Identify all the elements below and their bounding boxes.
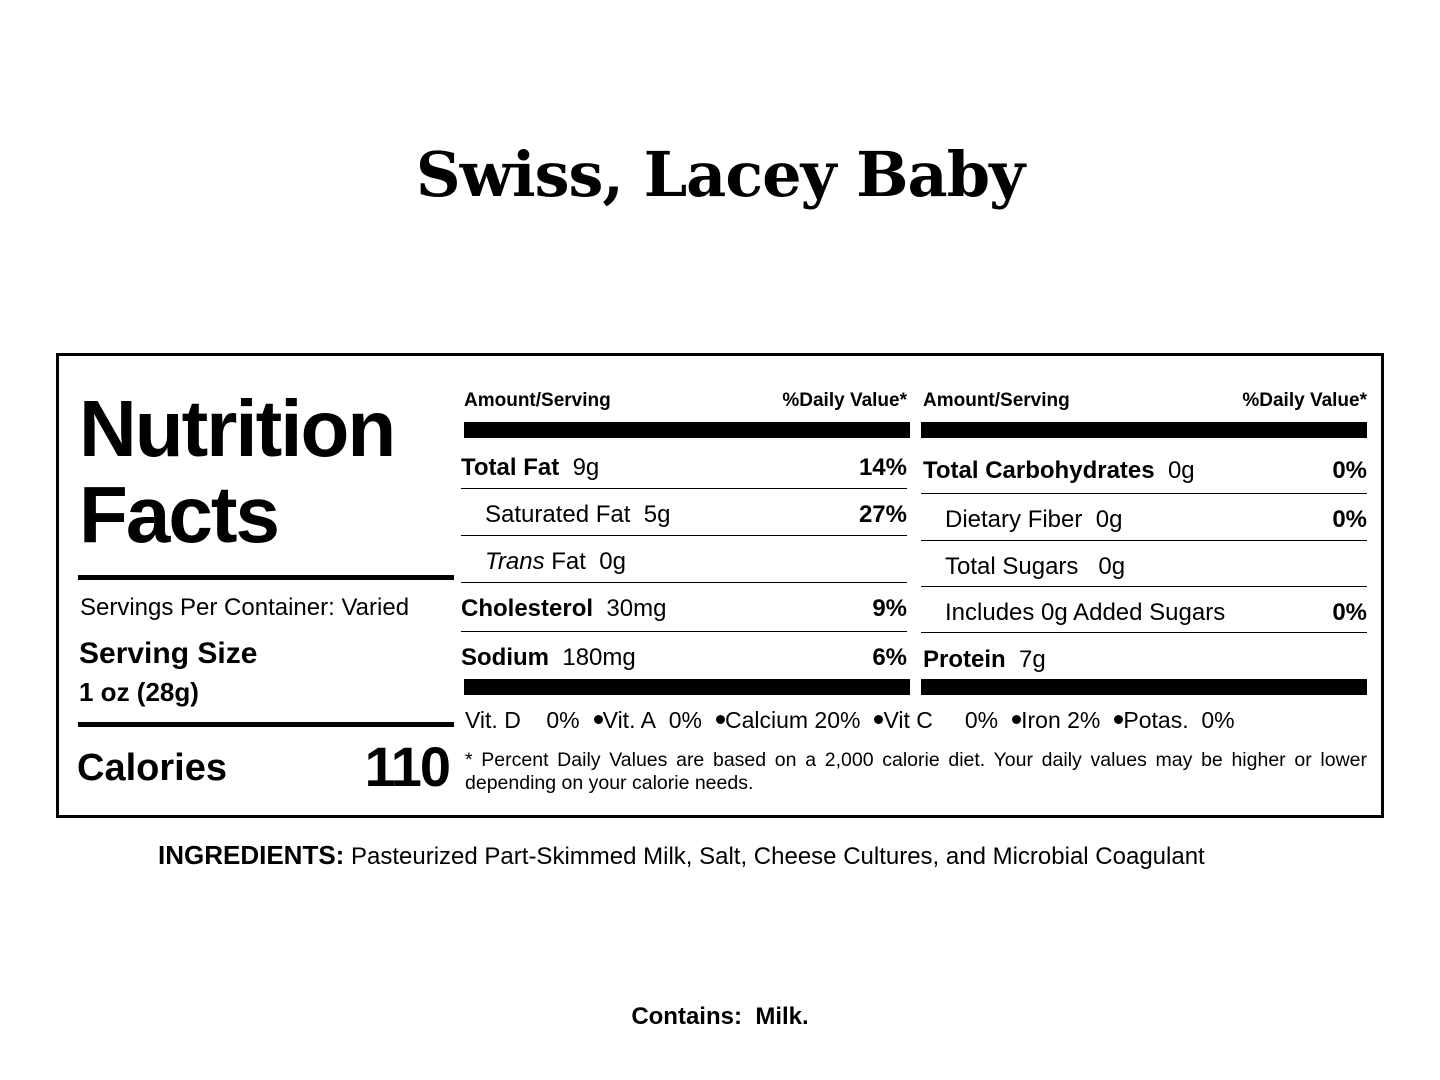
heading-rule [78, 575, 454, 580]
nutrient-name: Includes 0g Added Sugars [945, 599, 1226, 626]
allergen-statement [0, 1003, 1440, 1031]
nutrient-amount: 7g [1019, 646, 1046, 673]
vitamin-name: Vit C [883, 707, 933, 733]
nutrient-dv: 0% [1332, 599, 1367, 626]
column-bottom-rule [464, 679, 910, 695]
serving-size-value: 1 oz (28g) [79, 677, 199, 707]
column-top-rule [464, 422, 910, 438]
nutrient-dv: 0% [1332, 457, 1367, 484]
nutrient-row [461, 632, 907, 678]
nutrient-name-italic: Trans [485, 548, 545, 575]
vitamin-value: 20% [814, 707, 861, 733]
nutrient-amount: 5g [643, 501, 671, 528]
vitamin-value: 0% [668, 707, 702, 733]
vitamin-value: 0% [546, 707, 580, 733]
nutrient-row [461, 536, 907, 583]
daily-value-header: %Daily Value* [782, 390, 907, 411]
left-nutrient-column [461, 356, 907, 696]
bullet-icon [716, 715, 725, 724]
nutrient-name: Saturated Fat [485, 501, 631, 528]
heading-line-1: Nutrition [79, 384, 395, 473]
nutrition-facts-heading [79, 386, 394, 558]
nutrient-row [921, 587, 1367, 633]
vitamin-value: 0% [1201, 707, 1235, 733]
nutrient-name: Total Carbohydrates [923, 457, 1155, 484]
vitamins-line [465, 707, 1235, 734]
product-title: Swiss, Lacey Baby [415, 138, 1025, 211]
right-nutrient-column [921, 356, 1367, 696]
nutrient-dv: 0% [1332, 506, 1367, 533]
vitamin-name: Vit. A [602, 707, 656, 733]
nutrient-row [461, 489, 907, 536]
nutrient-row [921, 494, 1367, 541]
vitamin-name: Potas. [1123, 707, 1189, 733]
ingredients-text: Pasteurized Part-Skimmed Milk, Salt, Cheese Cultures, and Microbial Coagulant [351, 843, 1205, 870]
calories-value: 110 [364, 735, 449, 798]
nutrient-name: Total Fat [461, 454, 560, 481]
nutrient-amount: 180mg [562, 644, 636, 671]
daily-value-header: %Daily Value* [1242, 390, 1367, 411]
bullet-icon [1012, 715, 1021, 724]
nutrient-amount: 0g [1167, 457, 1195, 484]
nutrient-dv: 14% [858, 454, 907, 481]
nutrient-amount: 0g [1095, 506, 1123, 533]
nutrient-dv: 9% [872, 595, 907, 622]
amount-serving-header: Amount/Serving [464, 390, 611, 411]
nutrient-row [921, 634, 1367, 680]
bullet-icon [594, 715, 603, 724]
ingredients-line [158, 840, 1205, 871]
nutrient-dv: 6% [872, 644, 907, 671]
nutrient-row [461, 442, 907, 489]
allergen-text: Milk. [755, 1003, 809, 1030]
ingredients-label: INGREDIENTS: [158, 840, 345, 870]
daily-value-footnote: * Percent Daily Values are based on a 2,000 calorie diet. Your daily values may be higher or lower depending on your calorie needs. [465, 749, 1367, 794]
nutrient-name: Protein [923, 646, 1006, 673]
nutrient-amount: 9g [572, 454, 600, 481]
allergen-label: Contains: [631, 1003, 742, 1030]
vitamin-name: Vit. D [465, 707, 521, 733]
nutrient-name: Cholesterol [461, 595, 594, 622]
vitamin-name: Iron [1021, 707, 1061, 733]
column-bottom-rule [921, 679, 1367, 695]
nutrient-amount: 0g [599, 548, 626, 575]
nutrient-amount: 30mg [606, 595, 667, 622]
vitamin-value: 2% [1067, 707, 1101, 733]
nutrient-amount: 0g [1098, 553, 1126, 580]
nutrient-name: Total Sugars [945, 553, 1079, 580]
nutrient-dv: 27% [858, 501, 907, 528]
column-top-rule [921, 422, 1367, 438]
vitamin-name: Calcium [724, 707, 809, 733]
nutrient-name: Dietary Fiber [945, 506, 1083, 533]
vitamin-value: 0% [964, 707, 999, 733]
nutrient-row [461, 583, 907, 632]
nutrient-row [921, 541, 1367, 587]
serving-size-label: Serving Size [79, 637, 258, 670]
serving-size-rule [78, 722, 454, 727]
heading-line-2: Facts [79, 470, 278, 559]
nutrient-row [921, 445, 1367, 494]
servings-per-container: Servings Per Container: Varied [80, 594, 410, 621]
amount-serving-header: Amount/Serving [923, 390, 1070, 411]
nutrition-facts-panel [56, 353, 1384, 818]
nutrient-name: Fat [551, 548, 586, 575]
calories-label: Calories [77, 747, 227, 789]
nutrient-name: Sodium [461, 644, 549, 671]
